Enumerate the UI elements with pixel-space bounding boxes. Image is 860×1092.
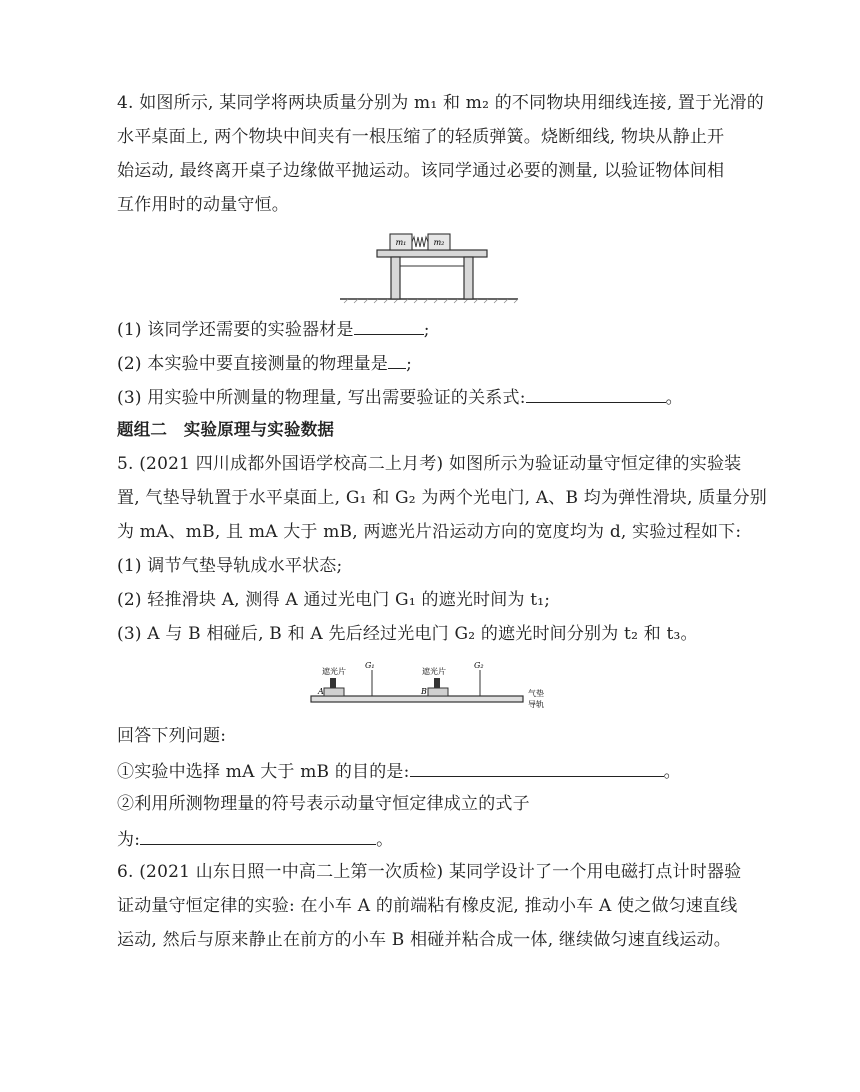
slider-b-label: B <box>421 687 427 696</box>
q4-sub2-answer-blank[interactable] <box>388 350 406 369</box>
q4-sub1-answer-blank[interactable] <box>354 316 424 335</box>
q5-item-2b <box>117 826 393 852</box>
q4-text-line-1: 4. 如图所示, 某同学将两块质量分别为 m₁ 和 m₂ 的不同物块用细线连接, 置于光滑的 <box>117 93 764 113</box>
q5-step-2: (2) 轻推滑块 A, 测得 A 通过光电门 G₁ 的遮光时间为 t₁; <box>117 590 551 610</box>
g2-label: G₂ <box>474 661 484 670</box>
q5-item-2: ②利用所测物理量的符号表示动量守恒定律成立的式子 <box>117 794 530 814</box>
q4-sub1-text: (1) 该同学还需要的实验器材是 <box>117 320 354 340</box>
shade-b-label: 遮光片 <box>422 667 446 676</box>
air-track-rail <box>311 696 523 702</box>
q5-text-line-1: 5. (2021 四川成都外国语学校高二上月考) 如图所示为验证动量守恒定律的实验装 <box>117 454 742 474</box>
slider-b <box>428 688 448 696</box>
slider-a-label: A <box>318 687 324 696</box>
block-m1-label: m₁ <box>395 238 407 247</box>
q6-text-line-3: 运动, 然后与原来静止在前方的小车 B 相碰并粘合成一体, 继续做匀速直线运动。 <box>117 930 731 950</box>
q4-sub3-text: (3) 用实验中所测量的物理量, 写出需要验证的关系式: <box>117 388 526 408</box>
table-top <box>377 250 487 257</box>
q6-text-line-1: 6. (2021 山东日照一中高二上第一次质检) 某同学设计了一个用电磁打点计时器验 <box>117 862 742 882</box>
table-spring-figure <box>340 226 520 304</box>
q4-sub2-end: ; <box>406 354 413 374</box>
rail-label-1: 气垫 <box>528 689 544 698</box>
shade-a-label: 遮光片 <box>322 667 346 676</box>
q5-step-3: (3) A 与 B 相碰后, B 和 A 先后经过光电门 G₂ 的遮光时间分别为 t₂ 和 t₃。 <box>117 624 698 644</box>
shade-b <box>434 678 440 688</box>
shade-a <box>330 678 336 688</box>
rail-label-2: 导轨 <box>528 700 544 709</box>
q4-sub1 <box>117 316 430 342</box>
q5-item-1 <box>117 758 681 784</box>
block-m2-label: m₂ <box>433 238 445 247</box>
q4-sub3-answer-blank[interactable] <box>526 384 666 403</box>
q5-answer-intro: 回答下列问题: <box>117 726 227 746</box>
q5-text-line-3: 为 mA、mB, 且 mA 大于 mB, 两遮光片沿运动方向的宽度均为 d, 实验过程如下: <box>117 522 742 542</box>
spring <box>412 237 428 247</box>
slider-a <box>324 688 344 696</box>
q4-text-line-4: 互作用时的动量守恒。 <box>117 195 289 215</box>
q4-sub3 <box>117 384 683 410</box>
q4-text-line-2: 水平桌面上, 两个物块中间夹有一根压缩了的轻质弹簧。烧断细线, 物块从静止开 <box>117 127 725 147</box>
q5-item1-answer-blank[interactable] <box>410 758 664 777</box>
q6-text-line-2: 证动量守恒定律的实验: 在小车 A 的前端粘有橡皮泥, 推动小车 A 使之做匀速直线 <box>117 896 738 916</box>
q4-sub1-end: ; <box>423 320 430 340</box>
q4-text-line-3: 始运动, 最终离开桌子边缘做平抛运动。该同学通过必要的测量, 以验证物体间相 <box>117 161 725 181</box>
g1-label: G₁ <box>365 661 375 670</box>
q4-sub2 <box>117 350 412 376</box>
q5-item2-answer-blank[interactable] <box>140 826 376 845</box>
q5-item2b-text: 为: <box>117 830 141 850</box>
air-track-figure <box>308 656 553 712</box>
q5-text-line-2: 置, 气垫导轨置于水平桌面上, G₁ 和 G₂ 为两个光电门, A、B 均为弹性滑块, 质量分别 <box>117 488 768 508</box>
q5-step-1: (1) 调节气垫导轨成水平状态; <box>117 556 343 576</box>
section-heading: 题组二 实验原理与实验数据 <box>117 420 335 439</box>
q4-sub3-end: 。 <box>665 388 683 408</box>
q5-item1-end: 。 <box>663 762 681 782</box>
q5-item2-end: 。 <box>376 830 394 850</box>
q5-item1-text: ①实验中选择 mA 大于 mB 的目的是: <box>117 762 410 782</box>
q4-sub2-text: (2) 本实验中要直接测量的物理量是 <box>117 354 389 374</box>
